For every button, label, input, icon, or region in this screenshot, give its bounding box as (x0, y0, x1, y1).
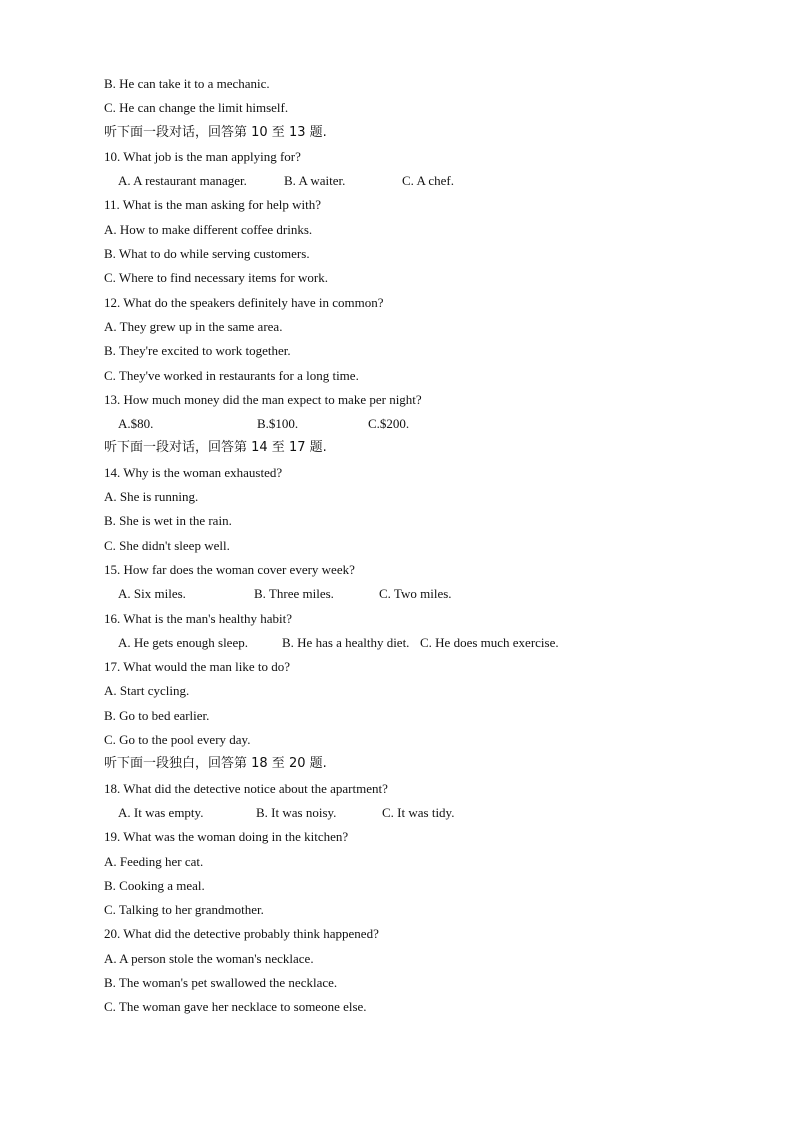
question-12: 12. What do the speakers definitely have in common? (104, 294, 384, 310)
option-b: B. Three miles. (254, 586, 334, 602)
option-a: A. A restaurant manager. (118, 173, 247, 189)
option-line: B. Cooking a meal. (104, 877, 205, 893)
option-line: B. The woman's pet swallowed the necklace. (104, 974, 338, 990)
question-19: 19. What was the woman doing in the kitchen? (104, 829, 349, 845)
option-line: A. Start cycling. (104, 683, 190, 699)
question-20: 20. What did the detective probably think happened? (104, 926, 379, 942)
section-heading: 听下面一段对话，回答第 10 至 13 题. (104, 124, 327, 140)
options-row-15 (104, 582, 744, 606)
option-a: A. Six miles. (118, 586, 186, 602)
section-heading: 听下面一段对话，回答第 14 至 17 题. (104, 440, 327, 456)
question-11: 11. What is the man asking for help with? (104, 197, 321, 213)
option-line: C. He can change the limit himself. (104, 100, 289, 116)
option-b: B.$100. (257, 416, 299, 432)
question-15: 15. How far does the woman cover every week? (104, 561, 355, 577)
option-line: A. A person stole the woman's necklace. (104, 950, 314, 966)
option-line: C. Where to find necessary items for work. (104, 270, 328, 286)
option-line: A. How to make different coffee drinks. (104, 221, 313, 237)
options-row-18 (104, 801, 744, 825)
option-line: C. Go to the pool every day. (104, 732, 251, 748)
option-b: B. He has a healthy diet. (282, 634, 410, 650)
option-c: C. He does much exercise. (420, 634, 559, 650)
option-line: C. She didn't sleep well. (104, 537, 230, 553)
option-line: C. Talking to her grandmother. (104, 902, 264, 918)
question-14: 14. Why is the woman exhausted? (104, 464, 283, 480)
option-a: A.$80. (118, 416, 154, 432)
option-a: A. It was empty. (118, 804, 204, 820)
option-line: B. She is wet in the rain. (104, 513, 232, 529)
option-a: A. He gets enough sleep. (118, 634, 248, 650)
option-line: C. They've worked in restaurants for a long time. (104, 367, 359, 383)
option-line: A. Feeding her cat. (104, 853, 204, 869)
option-line: C. The woman gave her necklace to someone else. (104, 999, 367, 1015)
question-16: 16. What is the man's healthy habit? (104, 610, 293, 626)
option-line: B. Go to bed earlier. (104, 707, 210, 723)
option-b: B. It was noisy. (256, 804, 337, 820)
option-b: B. A waiter. (284, 173, 346, 189)
option-line: B. They're excited to work together. (104, 343, 291, 359)
option-line: B. What to do while serving customers. (104, 246, 310, 262)
option-line: B. He can take it to a mechanic. (104, 76, 270, 91)
options-row-10 (104, 169, 744, 193)
question-10: 10. What job is the man applying for? (104, 148, 301, 164)
document-content (104, 72, 744, 1020)
question-18: 18. What did the detective notice about the apartment? (104, 780, 388, 796)
options-row-13 (104, 412, 744, 436)
question-17: 17. What would the man like to do? (104, 659, 291, 675)
option-c: C.$200. (368, 416, 410, 432)
section-heading: 听下面一段独白，回答第 18 至 20 题. (104, 756, 327, 772)
question-13: 13. How much money did the man expect to make per night? (104, 391, 422, 407)
option-line: A. She is running. (104, 489, 199, 505)
options-row-16 (104, 631, 744, 655)
option-c: C. A chef. (402, 173, 454, 189)
option-line: A. They grew up in the same area. (104, 318, 283, 334)
option-c: C. It was tidy. (382, 804, 455, 820)
option-c: C. Two miles. (379, 586, 452, 602)
